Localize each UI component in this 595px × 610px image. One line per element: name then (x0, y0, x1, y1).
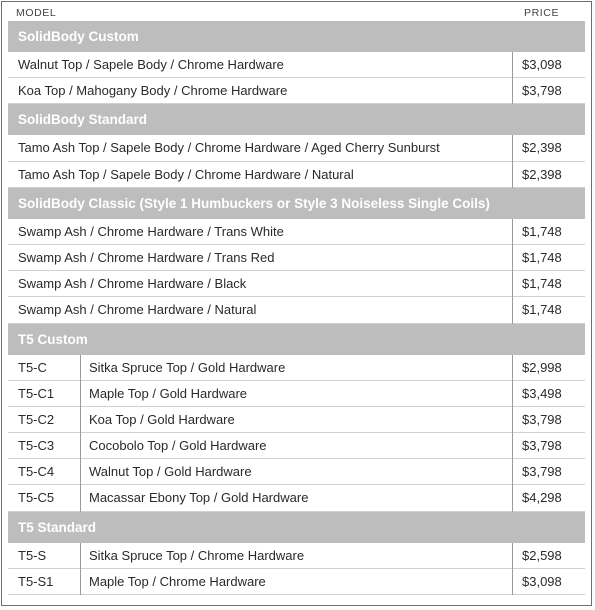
price-value: $1,748 (522, 223, 562, 239)
price-value: $3,798 (522, 438, 562, 454)
price-value: $3,098 (522, 57, 562, 72)
column-divider (80, 569, 81, 595)
table-row (8, 381, 585, 407)
section-header: T5 Custom (8, 324, 585, 355)
model-description: Swamp Ash / Chrome Hardware / Trans White (18, 223, 284, 239)
model-description: Koa Top / Gold Hardware (89, 411, 235, 427)
model-code: T5-C (18, 359, 47, 375)
price-value: $4,298 (522, 490, 562, 506)
column-divider (512, 297, 513, 323)
price-table (8, 21, 585, 595)
table-row (8, 162, 585, 188)
model-column-header: MODEL (16, 7, 57, 19)
column-divider (80, 433, 81, 459)
price-value: $2,398 (522, 140, 562, 156)
model-description: Sitka Spruce Top / Chrome Hardware (89, 547, 305, 563)
model-description: Maple Top / Gold Hardware (89, 385, 248, 401)
table-row (8, 459, 585, 485)
table-row (8, 543, 585, 569)
column-divider (512, 271, 513, 297)
model-description: Swamp Ash / Chrome Hardware / Trans Red (18, 249, 275, 265)
column-divider (80, 381, 81, 407)
model-description: Walnut Top / Gold Hardware (89, 464, 252, 480)
column-divider (512, 162, 513, 188)
price-value: $2,998 (522, 359, 562, 375)
model-description: Tamo Ash Top / Sapele Body / Chrome Hardware / Aged Cherry Sunburst (18, 140, 440, 156)
model-description: Cocobolo Top / Gold Hardware (89, 438, 267, 454)
model-description: Walnut Top / Sapele Body / Chrome Hardware (18, 57, 284, 72)
price-list-sheet (1, 1, 592, 606)
table-row (8, 52, 585, 78)
model-description: Tamo Ash Top / Sapele Body / Chrome Hardware / Natural (18, 166, 354, 182)
model-code: T5-S (18, 547, 47, 563)
price-column-header: PRICE (524, 7, 560, 19)
price-value: $1,748 (522, 249, 562, 265)
column-divider (80, 459, 81, 485)
table-row (8, 271, 585, 297)
table-row (8, 485, 585, 511)
price-value: $3,798 (522, 83, 562, 99)
table-row (8, 245, 585, 271)
model-code: T5-S1 (18, 573, 54, 589)
section-header: SolidBody Custom (8, 21, 585, 52)
price-value: $1,748 (522, 302, 562, 318)
table-row (8, 135, 585, 161)
table-row (8, 355, 585, 381)
model-description: Macassar Ebony Top / Gold Hardware (89, 490, 309, 506)
price-value: $3,798 (522, 464, 562, 480)
column-divider (512, 433, 513, 459)
table-row (8, 78, 585, 104)
section-header: T5 Standard (8, 512, 585, 543)
model-code: T5-C4 (18, 464, 55, 480)
model-description: Swamp Ash / Chrome Hardware / Natural (18, 302, 257, 318)
column-divider (512, 355, 513, 381)
column-divider (80, 543, 81, 569)
price-value: $2,398 (522, 166, 562, 182)
column-divider (512, 245, 513, 271)
section-header: SolidBody Classic (Style 1 Humbuckers or Style 3 Noiseless Single Coils) (8, 188, 585, 219)
column-divider (512, 459, 513, 485)
column-divider (512, 78, 513, 104)
table-row (8, 407, 585, 433)
model-description: Koa Top / Mahogany Body / Chrome Hardware (18, 83, 288, 99)
section-header: SolidBody Standard (8, 104, 585, 135)
table-row (8, 569, 585, 595)
column-divider (512, 543, 513, 569)
model-code: T5-C1 (18, 385, 55, 401)
column-divider (512, 52, 513, 78)
column-divider (512, 485, 513, 511)
table-row (8, 219, 585, 245)
model-description: Swamp Ash / Chrome Hardware / Black (18, 276, 247, 292)
table-row (8, 297, 585, 323)
column-divider (80, 485, 81, 511)
column-divider (512, 381, 513, 407)
column-divider (80, 407, 81, 433)
column-divider (512, 407, 513, 433)
model-description: Maple Top / Chrome Hardware (89, 573, 266, 589)
model-code: T5-C2 (18, 411, 55, 427)
price-value: $2,598 (522, 547, 562, 563)
column-divider (512, 219, 513, 245)
price-value: $3,098 (522, 573, 562, 589)
model-description: Sitka Spruce Top / Gold Hardware (89, 359, 286, 375)
column-divider (512, 569, 513, 595)
price-value: $3,798 (522, 411, 562, 427)
column-divider (512, 135, 513, 161)
model-code: T5-C5 (18, 490, 55, 506)
table-row (8, 433, 585, 459)
price-value: $3,498 (522, 385, 562, 401)
model-code: T5-C3 (18, 438, 55, 454)
price-value: $1,748 (522, 276, 562, 292)
column-divider (80, 355, 81, 381)
